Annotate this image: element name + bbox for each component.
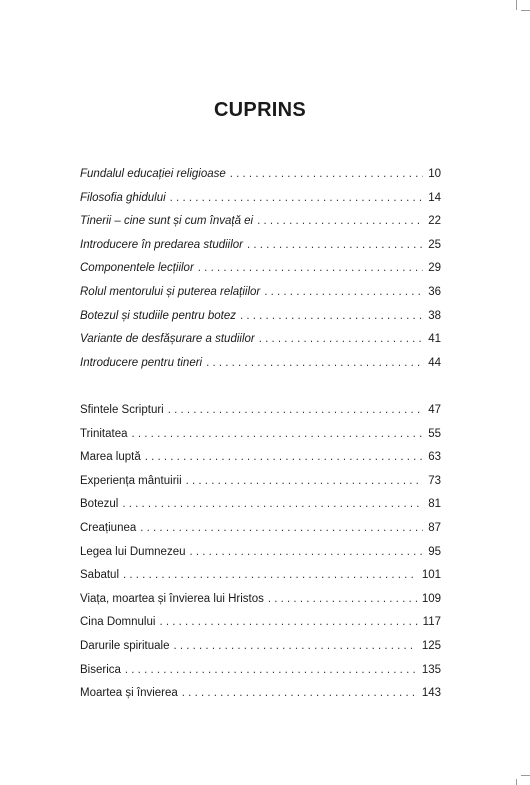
toc-entry[interactable] xyxy=(80,640,441,664)
toc-entry-label: Introducere în predarea studiilor xyxy=(80,238,244,251)
toc-entry-page: 117 xyxy=(422,616,441,629)
dot-leader xyxy=(125,664,417,676)
toc-entry[interactable] xyxy=(80,546,441,570)
toc-entry-page: 47 xyxy=(428,404,441,416)
dot-leader xyxy=(182,687,417,699)
dot-leader xyxy=(190,546,424,558)
toc-entry-label: Tinerii – cine sunt și cum învață ei xyxy=(80,215,254,228)
dot-leader xyxy=(173,640,416,652)
dot-leader xyxy=(168,404,423,416)
toc-entry-label: Moartea și învierea xyxy=(80,687,178,700)
toc-entry-page: 63 xyxy=(428,451,441,464)
toc-entry-page: 135 xyxy=(421,663,441,676)
toc-entry-page: 125 xyxy=(421,639,441,652)
toc-entry[interactable] xyxy=(80,569,441,593)
toc-entry-label: Cina Domnului xyxy=(80,616,156,629)
toc-entry-label: Marea luptă xyxy=(80,451,141,464)
toc-entry-label: Creațiunea xyxy=(80,521,137,534)
crop-mark xyxy=(521,10,530,11)
dot-leader xyxy=(259,333,423,345)
toc-entry-page: 10 xyxy=(428,168,441,180)
toc-entry-label: Rolul mentorului și puterea relațiilor xyxy=(80,285,261,298)
toc-entry-page: 25 xyxy=(428,238,441,251)
dot-leader xyxy=(132,428,424,440)
toc-entry[interactable] xyxy=(80,404,441,428)
toc-entry-label: Trinitatea xyxy=(80,427,128,440)
dot-leader xyxy=(123,569,417,581)
toc-entry[interactable] xyxy=(80,310,441,334)
toc-entry-label: Darurile spirituale xyxy=(80,639,170,652)
toc-entry-page: 22 xyxy=(428,215,441,228)
crop-mark xyxy=(516,0,517,10)
toc-entry-page: 73 xyxy=(428,474,441,487)
toc-entry[interactable] xyxy=(80,239,441,263)
toc-entry[interactable] xyxy=(80,664,441,688)
toc-entry[interactable] xyxy=(80,192,441,216)
toc-entry-page: 44 xyxy=(428,356,441,369)
toc-entry-label: Viața, moartea și învierea lui Hristos xyxy=(80,592,264,605)
toc-entry-page: 95 xyxy=(428,545,441,558)
toc-entry-label: Botezul xyxy=(80,498,119,511)
dot-leader xyxy=(240,310,423,322)
toc-entry[interactable] xyxy=(80,687,441,711)
toc-entry-page: 101 xyxy=(421,569,441,582)
toc-entry[interactable] xyxy=(80,451,441,475)
toc-entry[interactable] xyxy=(80,262,441,286)
toc-entry[interactable] xyxy=(80,616,441,640)
crop-mark xyxy=(521,775,530,776)
toc-entry-label: Sabatul xyxy=(80,569,120,582)
toc-entry-label: Filosofia ghidului xyxy=(80,191,166,204)
dot-leader xyxy=(140,522,423,534)
toc-entry-label: Componentele lecțiilor xyxy=(80,262,194,275)
dot-leader xyxy=(170,192,424,204)
dot-leader xyxy=(247,239,423,251)
toc-entry-label: Biserica xyxy=(80,663,121,676)
toc-entry[interactable] xyxy=(80,522,441,546)
dot-leader xyxy=(230,168,423,180)
toc-intro-section xyxy=(80,168,441,380)
toc-entry-page: 29 xyxy=(428,262,441,275)
toc-entry[interactable] xyxy=(80,428,441,452)
toc-entry-label: Fundalul educației religioase xyxy=(80,168,226,180)
toc-entry-page: 36 xyxy=(428,285,441,298)
toc-entry[interactable] xyxy=(80,168,441,192)
toc-entry-label: Legea lui Dumnezeu xyxy=(80,545,186,558)
toc-entry[interactable] xyxy=(80,333,441,357)
toc-entry-page: 81 xyxy=(428,498,441,511)
toc-entry[interactable] xyxy=(80,357,441,381)
dot-leader xyxy=(186,475,424,487)
toc-entry-page: 14 xyxy=(428,191,441,204)
toc-entry-page: 55 xyxy=(428,427,441,440)
dot-leader xyxy=(268,593,417,605)
page-title: CUPRINS xyxy=(213,99,307,122)
toc-entry-label: Variante de desfășurare a studiilor xyxy=(80,333,255,346)
toc-entry-label: Introducere pentru tineri xyxy=(80,356,203,369)
toc-entry[interactable] xyxy=(80,498,441,522)
dot-leader xyxy=(206,357,423,369)
toc-entry[interactable] xyxy=(80,286,441,310)
dot-leader xyxy=(257,215,423,227)
toc-entry-page: 143 xyxy=(421,687,441,700)
dot-leader xyxy=(198,262,423,274)
toc-entry-label: Botezul și studiile pentru botez xyxy=(80,309,236,322)
toc-entry[interactable] xyxy=(80,593,441,617)
toc-entry-page: 38 xyxy=(428,309,441,322)
dot-leader xyxy=(145,451,423,463)
toc-entry-label: Sfintele Scripturi xyxy=(80,404,164,416)
toc-entry-label: Experiența mântuirii xyxy=(80,474,182,487)
toc-entry[interactable] xyxy=(80,215,441,239)
crop-mark xyxy=(516,779,517,785)
toc-entry-page: 109 xyxy=(421,592,441,605)
dot-leader xyxy=(264,286,423,298)
dot-leader xyxy=(159,616,417,628)
dot-leader xyxy=(122,498,423,510)
toc-entry[interactable] xyxy=(80,475,441,499)
toc-entry-page: 41 xyxy=(428,333,441,346)
toc-studies-section xyxy=(80,404,441,711)
toc-entry-page: 87 xyxy=(428,521,441,534)
